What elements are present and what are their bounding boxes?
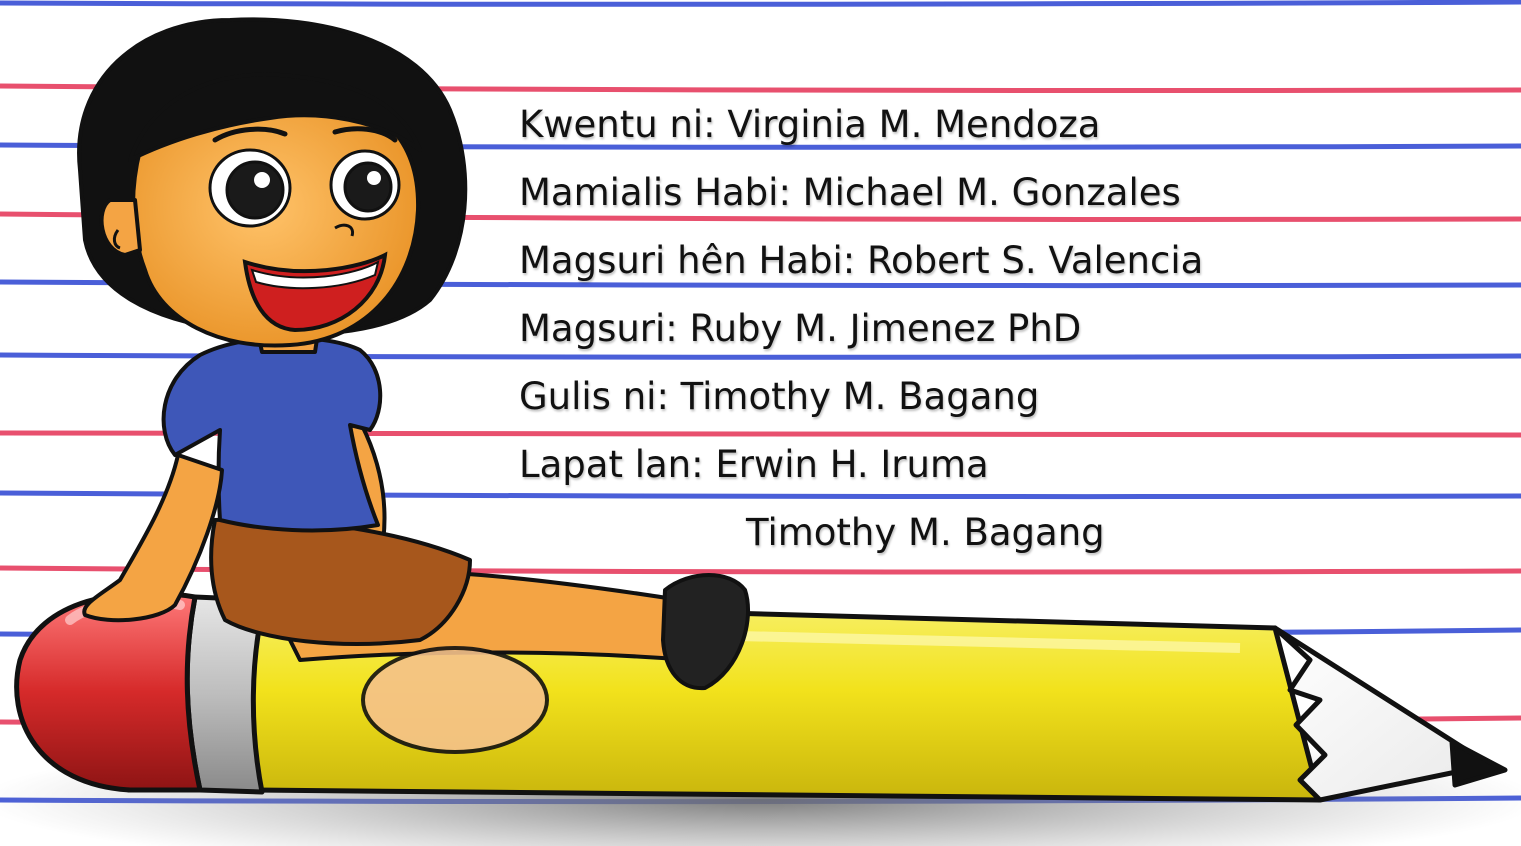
child-character	[79, 19, 748, 688]
credit-layout-artist: Lapat lan: Erwin H. Iruma	[519, 443, 989, 486]
credit-story-author: Kwentu ni: Virginia M. Mendoza	[519, 103, 1101, 146]
child-shorts	[211, 519, 470, 644]
credit-translator: Mamialis Habi: Michael M. Gonzales	[519, 171, 1181, 214]
credit-reviewer: Magsuri: Ruby M. Jimenez PhD	[519, 307, 1082, 350]
credit-illustrator: Gulis ni: Timothy M. Bagang	[519, 375, 1040, 418]
credit-translation-reviewer: Magsuri hên Habi: Robert S. Valencia	[519, 239, 1204, 282]
pencil-knot	[363, 648, 547, 752]
credit-layout-artist-2: Timothy M. Bagang	[746, 511, 1105, 554]
pencil-eraser	[17, 593, 200, 790]
